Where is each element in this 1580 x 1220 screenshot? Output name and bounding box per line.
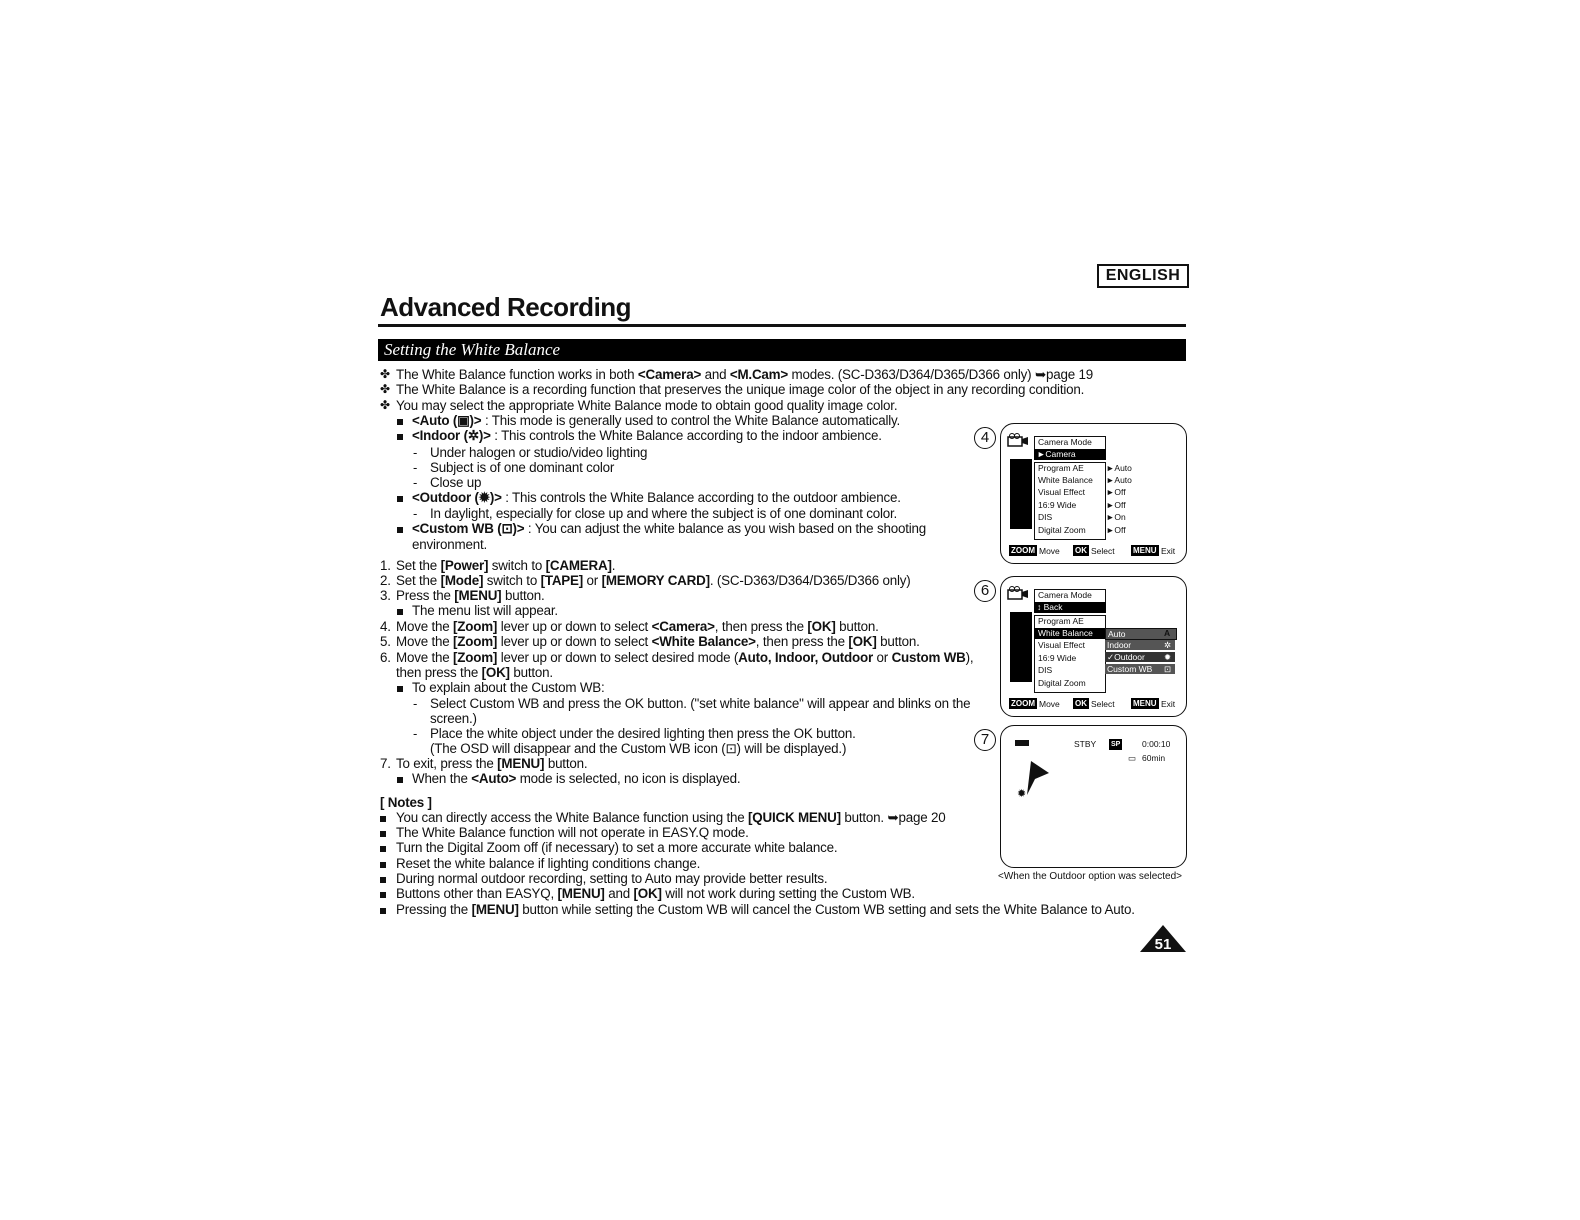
tape-icon: ▭ (1128, 753, 1137, 763)
menu-item: Digital Zoom (1038, 678, 1086, 688)
step-circle: 6 (974, 580, 996, 602)
step-text: When the <Auto> mode is selected, no icon is displayed. (412, 771, 741, 786)
step-text: (The OSD will disappear and the Custom WB icon (⊡) will be displayed.) (430, 741, 847, 756)
section-title: Setting the White Balance (384, 340, 561, 359)
square-bullet-icon (397, 419, 403, 425)
square-bullet-icon (397, 686, 403, 692)
option-custom-wb: Custom WB (1105, 664, 1175, 674)
square-bullet-icon (380, 908, 386, 914)
step-text: Move the [Zoom] lever up or down to select desired mode (Auto, Indoor, Outdoor or Custom WB), (396, 650, 974, 665)
footer-label: Select (1091, 699, 1115, 709)
note-item: Pressing the [MENU] button while setting the Custom WB will cancel the Custom WB setting and sets the White Balance to Auto. (396, 902, 1135, 917)
menu-item: Program AE (1038, 463, 1084, 473)
indoor-sub: Close up (430, 475, 482, 490)
dash: - (413, 460, 418, 475)
osd-panel-6 (1000, 576, 1187, 717)
dash: - (413, 696, 418, 711)
menu-item-selected: White Balance (1034, 628, 1106, 639)
menu-selected: ►Camera (1034, 449, 1106, 460)
step-text: then press the [OK] button. (396, 665, 553, 680)
auto-icon: A (1164, 628, 1171, 638)
option-indoor: Indoor (1105, 640, 1175, 650)
menu-back: ↕ Back (1034, 602, 1106, 613)
camera-icon (1007, 586, 1021, 598)
mode-auto: <Auto (▣)> : This mode is generally used to control the White Balance automatically. (412, 413, 901, 428)
menu-value: ►Auto (1106, 475, 1132, 485)
square-bullet-icon (380, 877, 386, 883)
note-item: During normal outdoor recording, setting to Auto may provide better results. (396, 871, 828, 886)
mode-custom-cont: environment. (412, 537, 488, 552)
outdoor-sub: In daylight, especially for close up and where the subject is of one dominant color. (430, 506, 898, 521)
step-text: Set the [Mode] switch to [TAPE] or [MEMORY CARD]. (SC-D363/D364/D365/D366 only) (396, 573, 911, 588)
language-badge: ENGLISH (1097, 264, 1189, 288)
step-text: Place the white object under the desired lighting then press the OK button. (430, 726, 856, 741)
page-number: 51 (1154, 936, 1172, 953)
square-bullet-icon (380, 846, 386, 852)
square-bullet-icon (397, 609, 403, 615)
timecode: 0:00:10 (1142, 739, 1171, 749)
step-num: 6. (380, 650, 391, 665)
step-text: The menu list will appear. (412, 603, 558, 618)
step-text: screen.) (430, 711, 477, 726)
menu-item: 16:9 Wide (1038, 653, 1077, 663)
zoom-key: ZOOM (1011, 699, 1035, 708)
indoor-icon: ✲ (1164, 640, 1172, 650)
square-bullet-icon (380, 862, 386, 868)
menu-item: Program AE (1038, 616, 1084, 626)
intro-line: The White Balance is a recording function that preserves the unique image color of the object in any recording condition. (396, 382, 1085, 397)
square-bullet-icon (397, 527, 403, 533)
footer-label: Exit (1161, 546, 1176, 556)
option-outdoor: ✓Outdoor (1105, 652, 1175, 662)
dash: - (413, 726, 418, 741)
intro-line: You may select the appropriate White Balance mode to obtain good quality image color. (396, 398, 898, 413)
page-number-triangle (1139, 925, 1187, 953)
dash: - (413, 475, 418, 490)
menu-key: MENU (1133, 546, 1157, 555)
footer-label: Exit (1161, 699, 1176, 709)
ok-key: OK (1075, 699, 1087, 708)
menu-item: Visual Effect (1038, 487, 1085, 497)
panel-caption: <When the Outdoor option was selected> (998, 871, 1183, 882)
indoor-sub: Subject is of one dominant color (430, 460, 615, 475)
square-bullet-icon (380, 816, 386, 822)
note-item: Buttons other than EASYQ, [MENU] and [OK] will not work during setting the Custom WB. (396, 886, 915, 901)
step-num: 1. (380, 558, 391, 573)
square-bullet-icon (397, 496, 403, 502)
remaining-time: 60min (1142, 753, 1166, 763)
footer-label: Move (1039, 546, 1060, 556)
square-bullet-icon (397, 777, 403, 783)
step-text: Press the [MENU] button. (396, 588, 545, 603)
camera-icon (1007, 433, 1021, 445)
cross-bullet-icon: ✤ (380, 367, 391, 381)
menu-value: ►Auto (1106, 463, 1132, 473)
osd-sidebar (1010, 612, 1032, 682)
step-num: 4. (380, 619, 391, 634)
osd-panel-7 (1000, 725, 1187, 868)
footer-label: Move (1039, 699, 1060, 709)
intro-line: The White Balance function works in both <Camera> and <M.Cam> modes. (SC-D363/D364/D365/D366 only) ➥page 19 (396, 367, 1093, 382)
footer-label: Select (1091, 546, 1115, 556)
outdoor-wb-icon: ✹ (1017, 788, 1027, 800)
menu-header: Camera Mode (1038, 590, 1092, 600)
title-rule (378, 324, 1186, 327)
outdoor-icon: ✹ (1164, 652, 1172, 662)
menu-item: DIS (1038, 512, 1053, 522)
square-bullet-icon (397, 434, 403, 440)
note-item: The White Balance function will not operate in EASY.Q mode. (396, 825, 749, 840)
indoor-sub: Under halogen or studio/video lighting (430, 445, 648, 460)
step-text: Set the [Power] switch to [CAMERA]. (396, 558, 616, 573)
ok-key: OK (1075, 546, 1087, 555)
square-bullet-icon (380, 892, 386, 898)
step-num: 2. (380, 573, 391, 588)
step-circle: 4 (974, 427, 996, 449)
menu-key: MENU (1133, 699, 1157, 708)
sp-badge: SP (1111, 741, 1121, 748)
zoom-key: ZOOM (1011, 546, 1035, 555)
step-num: 7. (380, 756, 391, 771)
cross-bullet-icon: ✤ (380, 382, 391, 396)
step-text: To explain about the Custom WB: (412, 680, 605, 695)
custom-wb-icon: ⊡ (1164, 664, 1172, 674)
menu-item: Digital Zoom (1038, 525, 1086, 535)
square-bullet-icon (380, 831, 386, 837)
note-item: Turn the Digital Zoom off (if necessary) to set a more accurate white balance. (396, 840, 838, 855)
option-auto: Auto (1105, 628, 1177, 640)
menu-value: ►On (1106, 512, 1126, 522)
mode-outdoor: <Outdoor (✹)> : This controls the White Balance according to the outdoor ambience. (412, 490, 901, 505)
dash: - (413, 506, 418, 521)
note-item: Reset the white balance if lighting conditions change. (396, 856, 701, 871)
cross-bullet-icon: ✤ (380, 398, 391, 412)
menu-item: White Balance (1038, 475, 1093, 485)
menu-item: Visual Effect (1038, 640, 1085, 650)
step-num: 3. (380, 588, 391, 603)
menu-value: ►Off (1106, 525, 1126, 535)
battery-icon (1015, 740, 1029, 746)
note-item: You can directly access the White Balance function using the [QUICK MENU] button. ➥page 20 (396, 810, 946, 825)
menu-item: DIS (1038, 665, 1053, 675)
menu-value: ►Off (1106, 500, 1126, 510)
dash: - (413, 445, 418, 460)
step-text: To exit, press the [MENU] button. (396, 756, 588, 771)
menu-value: ►Off (1106, 487, 1126, 497)
section-bar (378, 339, 1186, 361)
status-text: STBY (1074, 739, 1097, 749)
step-text: Move the [Zoom] lever up or down to select <Camera>, then press the [OK] button. (396, 619, 879, 634)
step-text: Move the [Zoom] lever up or down to select <White Balance>, then press the [OK] button. (396, 634, 920, 649)
step-circle: 7 (974, 729, 996, 751)
menu-item: 16:9 Wide (1038, 500, 1077, 510)
mode-custom: <Custom WB (⊡)> : You can adjust the white balance as you wish based on the shooting (412, 521, 926, 536)
page-title: Advanced Recording (380, 292, 632, 322)
notes-heading: [ Notes ] (380, 795, 432, 810)
osd-sidebar (1010, 459, 1032, 529)
mode-indoor: <Indoor (✲)> : This controls the White Balance according to the indoor ambience. (412, 428, 882, 443)
menu-header: Camera Mode (1038, 437, 1092, 447)
step-num: 5. (380, 634, 391, 649)
step-text: Select Custom WB and press the OK button. ("set white balance" will appear and blinks on the (430, 696, 971, 711)
osd-panel-4 (1000, 423, 1187, 564)
